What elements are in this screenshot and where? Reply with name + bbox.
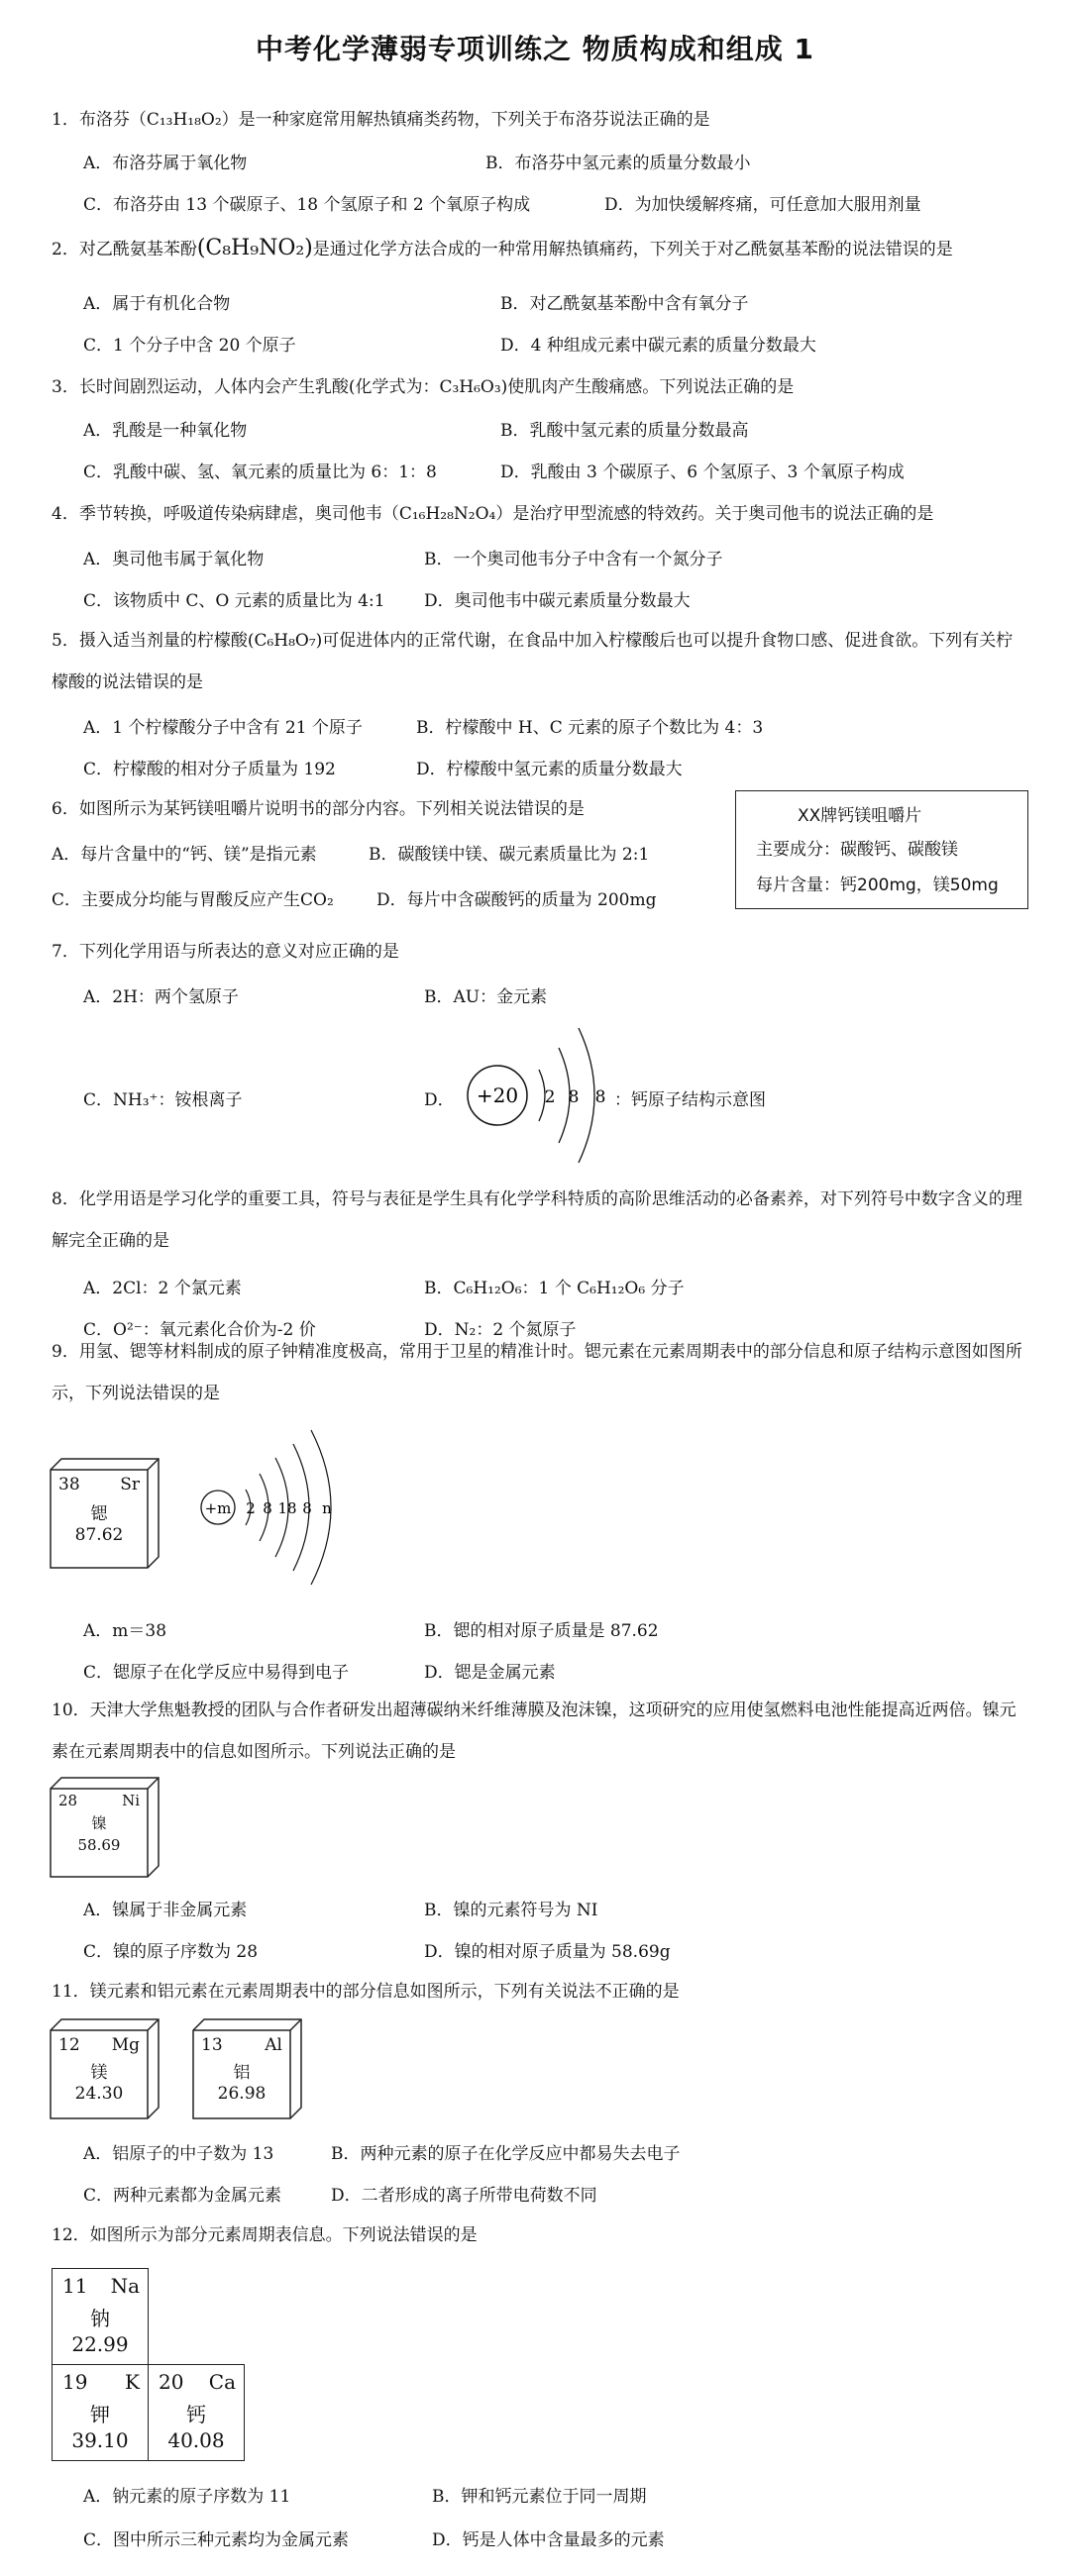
q1-option-b: B．布洛芬中氢元素的质量分数最小 [485, 154, 751, 173]
tile-symbol: Na [110, 2274, 140, 2298]
q3-stem: 3．长时间剧烈运动，人体内会产生乳酸(化学式为：C₃H₆O₃)使肌肉产生酸痛感。下列说法正确的是 [52, 377, 795, 397]
q10-option-c: C．镍的原子序数为 28 [83, 1942, 259, 1962]
q10-stem: 10．天津大学焦魁教授的团队与合作者研发出超薄碳纳米纤维薄膜及泡沫镍，这项研究的应用使氢燃料电池性能提高近两倍。镍元素在元素周期表中的信息如图所示。下列说法正确的是 [52, 1700, 1016, 1762]
aluminium-tile [193, 2030, 290, 2121]
q2-option-c: C．1 个分子中含 20 个原子 [83, 336, 296, 356]
q8-stem: 8．化学用语是学习化学的重要工具，符号与表征是学生具有化学学科特质的高阶思维活动的必备素养，对下列符号中数字含义的理解完全正确的是 [52, 1189, 1022, 1251]
tile-symbol: K [125, 2370, 140, 2394]
q7-option-d-text: ：钙原子结构示意图 [614, 1090, 766, 1110]
magnesium-tile [51, 2030, 148, 2121]
tile-name: 镁 [90, 2063, 108, 2083]
shell-electrons-2: 8 [568, 1087, 580, 1107]
q3-option-a: A．乳酸是一种氧化物 [83, 421, 248, 441]
strontium-atom-diagram [190, 1424, 359, 1593]
q9-option-c: C．锶原子在化学反应中易得到电子 [83, 1663, 350, 1683]
product-label-title: XX牌钙镁咀嚼片 [798, 806, 922, 826]
shell-electrons-3: 18 [277, 1499, 297, 1517]
q6-stem: 6．如图所示为某钙镁咀嚼片说明书的部分内容。下列相关说法错误的是 [52, 799, 585, 819]
shell-electrons-2: 8 [263, 1499, 272, 1517]
tile-symbol: Al [265, 2035, 282, 2055]
sodium-tile [52, 2268, 149, 2365]
q7-option-a: A．2H：两个氢原子 [83, 987, 239, 1007]
shell-electrons-5: n [322, 1499, 332, 1517]
q2-formula: (C₈H₉NO₂) [196, 236, 313, 260]
tile-name: 钾 [90, 2403, 110, 2426]
q4-option-c: C．该物质中 C、O 元素的质量比为 4:1 [83, 591, 385, 611]
tile-number: 11 [62, 2274, 88, 2298]
tile-symbol: Mg [111, 2035, 140, 2055]
tile-mass: 40.08 [167, 2428, 225, 2452]
q4-option-b: B．一个奥司他韦分子中含有一个氮分子 [424, 550, 723, 569]
tile-number: 28 [58, 1792, 78, 1809]
q8-option-d: D．N₂：2 个氮原子 [424, 1320, 577, 1340]
tile-name: 锶 [90, 1504, 108, 1524]
q2-option-a: A．属于有机化合物 [83, 294, 231, 314]
tile-mass: 87.62 [74, 1525, 124, 1545]
shell-electrons-4: 8 [302, 1499, 312, 1517]
tile-mass: 26.98 [217, 2084, 267, 2104]
tile-number: 20 [159, 2370, 184, 2394]
q12-option-c: C．图中所示三种元素均为金属元素 [83, 2530, 350, 2550]
q1-option-d: D．为加快缓解疼痛，可任意加大服用剂量 [604, 195, 921, 215]
q11-option-d: D．二者形成的离子所带电荷数不同 [331, 2186, 597, 2206]
q8-option-a: A．2Cl：2 个氯元素 [83, 1279, 242, 1298]
q6-option-b: B．碳酸镁中镁、碳元素质量比为 2:1 [369, 845, 650, 865]
nickel-tile [51, 1787, 148, 1878]
q5-option-b: B．柠檬酸中 H、C 元素的原子个数比为 4：3 [416, 718, 764, 738]
nucleus-charge: +m [204, 1499, 232, 1517]
q5-option-c: C．柠檬酸的相对分子质量为 192 [83, 760, 336, 779]
tile-symbol: Sr [120, 1475, 140, 1494]
tile-symbol: Ca [208, 2370, 236, 2394]
product-label-box [735, 790, 1028, 909]
q1-option-c: C．布洛芬由 13 个碳原子、18 个氢原子和 2 个氧原子构成 [83, 195, 531, 215]
shell-electrons-3: 8 [594, 1087, 606, 1107]
q5-option-a: A．1 个柠檬酸分子中含有 21 个原子 [83, 718, 363, 738]
q2-stem-pre: 2．对乙酰氨基苯酚 [52, 240, 197, 259]
q5-option-d: D．柠檬酸中氢元素的质量分数最大 [416, 760, 683, 779]
shell-electrons-1: 2 [246, 1499, 256, 1517]
tile-number: 38 [58, 1475, 80, 1494]
tile-mass: 22.99 [71, 2332, 129, 2356]
tile-mass: 24.30 [74, 2084, 124, 2104]
tile-symbol: Ni [122, 1792, 140, 1809]
q2-stem [52, 236, 953, 262]
potassium-tile [52, 2364, 149, 2461]
q6-option-c: C．主要成分均能与胃酸反应产生CO₂ [52, 890, 334, 910]
tile-number: 19 [62, 2370, 88, 2394]
tile-name: 钙 [186, 2403, 206, 2426]
q12-option-d: D．钙是人体中含量最多的元素 [432, 2530, 665, 2550]
q6-option-d: D．每片中含碳酸钙的质量为 200mg [376, 890, 657, 910]
q4-option-d: D．奥司他韦中碳元素质量分数最大 [424, 591, 691, 611]
electron-shell-3 [579, 1028, 594, 1163]
calcium-tile [148, 2364, 245, 2461]
q7-stem: 7．下列化学用语与所表达的意义对应正确的是 [52, 942, 399, 962]
q10-option-b: B．镍的元素符号为 NI [424, 1901, 598, 1920]
q3-option-d: D．乳酸由 3 个碳原子、6 个氢原子、3 个氧原子构成 [500, 463, 905, 482]
q10-option-d: D．镍的相对原子质量为 58.69g [424, 1942, 671, 1962]
q1-option-a: A．布洛芬属于氧化物 [83, 154, 248, 173]
q9-option-b: B．锶的相对原子质量是 87.62 [424, 1621, 659, 1641]
q1-stem: 1．布洛芬（C₁₃H₁₈O₂）是一种家庭常用解热镇痛类药物，下列关于布洛芬说法正确的是 [52, 110, 710, 130]
q6-option-a: A．每片含量中的“钙、镁”是指元素 [52, 845, 317, 865]
q4-stem: 4．季节转换，呼吸道传染病肆虐，奥司他韦（C₁₆H₂₈N₂O₄）是治疗甲型流感的特效药。关于奥司他韦的说法正确的是 [52, 504, 934, 524]
tile-name: 钠 [90, 2307, 110, 2330]
q9-option-d: D．锶是金属元素 [424, 1663, 556, 1683]
q7-option-b: B．AU：金元素 [424, 987, 548, 1007]
tile-number: 13 [201, 2035, 223, 2055]
q3-option-c: C．乳酸中碳、氢、氧元素的质量比为 6：1：8 [83, 463, 437, 482]
q11-option-a: A．铝原子的中子数为 13 [83, 2144, 274, 2164]
page-title: 中考化学薄弱专项训练之 物质构成和组成 1 [256, 33, 814, 65]
q2-option-b: B．对乙酰氨基苯酚中含有氧分子 [500, 294, 749, 314]
q11-option-c: C．两种元素都为金属元素 [83, 2186, 282, 2206]
q7-option-c: C．NH₃⁺：铵根离子 [83, 1090, 243, 1110]
tile-name: 铝 [233, 2063, 251, 2083]
nucleus-charge: +20 [476, 1083, 519, 1107]
q11-option-b: B．两种元素的原子在化学反应中都易失去电子 [331, 2144, 681, 2164]
q12-option-a: A．钠元素的原子序数为 11 [83, 2487, 291, 2507]
q12-stem: 12．如图所示为部分元素周期表信息。下列说法错误的是 [52, 2225, 478, 2245]
tile-number: 12 [58, 2035, 80, 2055]
q2-option-d: D．4 种组成元素中碳元素的质量分数最大 [500, 336, 816, 356]
product-label-content: 每片含量：钙200mg，镁50mg [756, 876, 999, 895]
q3-option-b: B．乳酸中氢元素的质量分数最高 [500, 421, 749, 441]
q11-stem: 11．镁元素和铝元素在元素周期表中的部分信息如图所示，下列有关说法不正确的是 [52, 1982, 680, 2002]
tile-mass: 39.10 [71, 2428, 129, 2452]
shell-electrons-1: 2 [544, 1087, 556, 1107]
tile-name: 镍 [91, 1814, 107, 1832]
q10-option-a: A．镍属于非金属元素 [83, 1901, 248, 1920]
q9-stem: 9．用氢、锶等材料制成的原子钟精准度极高，常用于卫星的精准计时。锶元素在元素周期表中的部分信息和原子结构示意图如图所示，下列说法错误的是 [52, 1342, 1022, 1403]
q4-option-a: A．奥司他韦属于氧化物 [83, 550, 265, 569]
q9-option-a: A．m＝38 [83, 1621, 167, 1641]
q7-option-d-label: D． [424, 1090, 455, 1110]
q2-stem-post: 是通过化学方法合成的一种常用解热镇痛药，下列关于对乙酰氨基苯酚的说法错误的是 [312, 240, 953, 259]
q8-option-c: C．O²⁻：氧元素化合价为-2 价 [83, 1320, 316, 1340]
q5-stem: 5．摄入适当剂量的柠檬酸(C₆H₈O₇)可促进体内的正常代谢，在食品中加入柠檬酸后也可以提升食物口感、促进食欲。下列有关柠檬酸的说法错误的是 [52, 631, 1014, 692]
product-label-ingredients: 主要成分：碳酸钙、碳酸镁 [756, 840, 958, 860]
q12-option-b: B．钾和钙元素位于同一周期 [432, 2487, 647, 2507]
strontium-tile [51, 1470, 148, 1568]
tile-mass: 58.69 [77, 1836, 121, 1854]
q8-option-b: B．C₆H₁₂O₆：1 个 C₆H₁₂O₆ 分子 [424, 1279, 685, 1298]
